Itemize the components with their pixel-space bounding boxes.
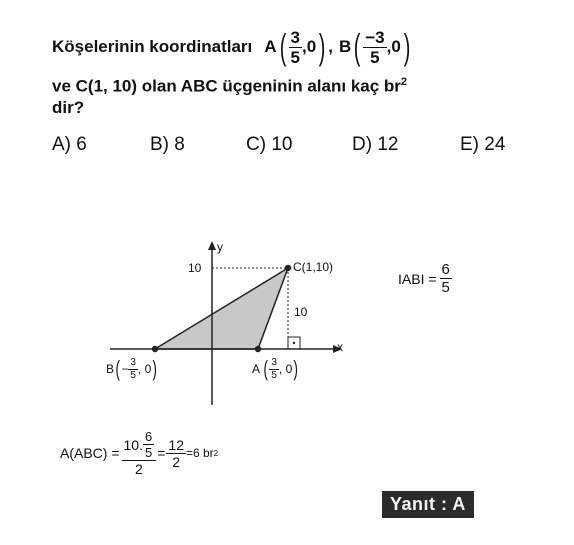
- solution-lhs: A(ABC) =: [60, 445, 120, 461]
- point-b: [152, 346, 158, 352]
- height-label: 10: [294, 305, 308, 319]
- option-a[interactable]: A) 6: [52, 134, 87, 155]
- option-b[interactable]: B) 8: [150, 134, 185, 155]
- question-line-2-text: ve C(1, 10) olan ABC üçgeninin alanı kaç br: [52, 76, 401, 96]
- option-d[interactable]: D) 12: [352, 134, 399, 155]
- point-c-label: C(1,10): [293, 260, 334, 274]
- x-axis-label: x: [337, 340, 343, 354]
- point-b-label: B ( − $\frac{3}{5}$ , 0 ): [106, 356, 158, 381]
- point-a-label: A ( $\frac{3}{5}$ , 0 ): [252, 356, 299, 381]
- question-line-3: dir?: [52, 98, 85, 117]
- point-a-coordinate: A ( $\frac{3}{5}$ ,0 ): [264, 26, 326, 67]
- option-e[interactable]: E) 24: [460, 134, 506, 155]
- question-line-1: Köşelerinin koordinatları A ( $\frac{3}{5}$ ,0 ) , B ( $\frac{-3}{5}$ ,0 ): [52, 22, 413, 72]
- solution-frac-2: $\frac{12}{2}$: [168, 436, 184, 470]
- answer-badge: Yanıt : A: [382, 491, 474, 518]
- question-line-2-sup: 2: [400, 76, 408, 88]
- point-c: [285, 265, 291, 271]
- area-solution: A(ABC) = 10. $\frac{6}{5}$ 2 = $\frac{12}{2}$ =6 br 2: [60, 429, 219, 477]
- right-angle-dot: [293, 342, 295, 344]
- solution-result: =6 br: [185, 446, 214, 460]
- question-intro-text: Köşelerinin koordinatları: [52, 37, 253, 56]
- y-axis-label: y: [217, 240, 223, 254]
- y-tick-10: 10: [188, 261, 202, 275]
- solution-frac-1: 10. $\frac{6}{5}$ 2: [122, 430, 157, 476]
- triangle-abc-fill: [155, 268, 288, 349]
- solution-result-sup: 2: [213, 448, 219, 458]
- point-b-coordinate: B ( $\frac{-3}{5}$ ,0 ): [338, 26, 411, 67]
- option-c[interactable]: C) 10: [246, 134, 293, 155]
- point-a: [255, 346, 261, 352]
- ab-length: IABI = $\frac{6}{5}$: [398, 261, 450, 296]
- y-axis-arrow: [208, 241, 216, 250]
